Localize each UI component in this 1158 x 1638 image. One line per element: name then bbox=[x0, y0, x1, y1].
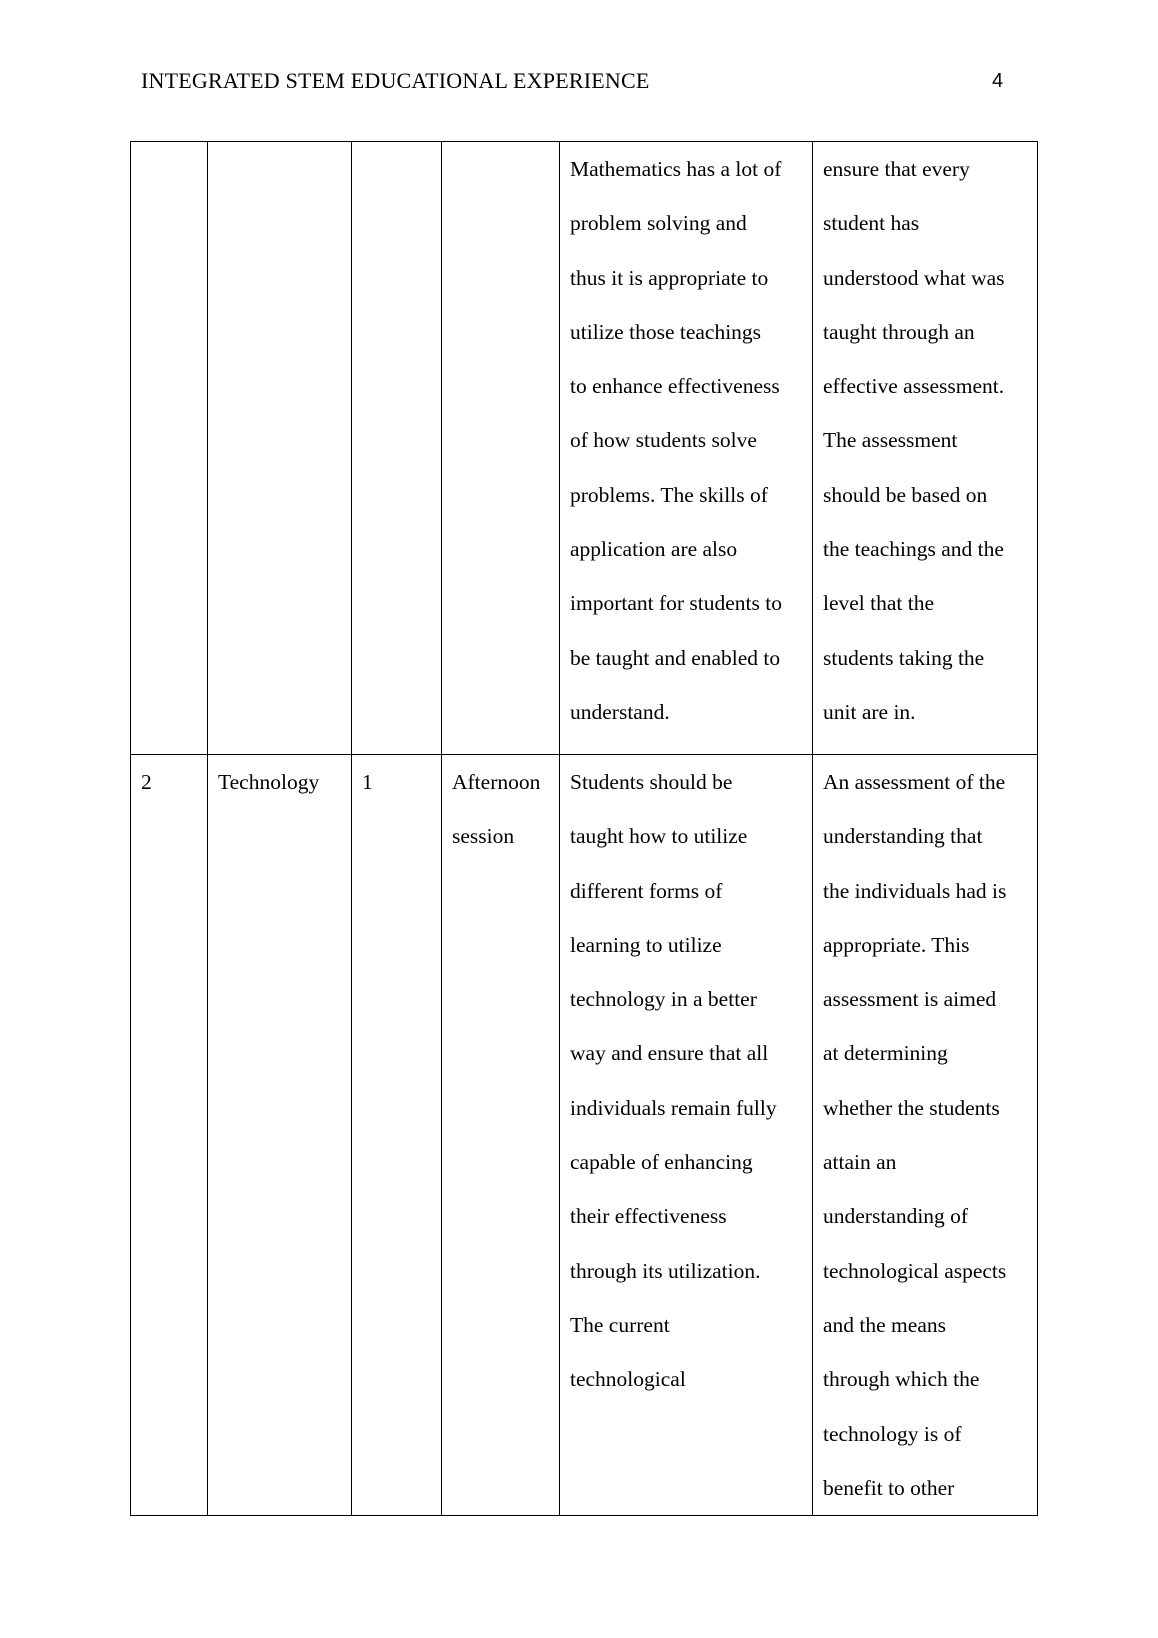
assessment-line: effective assessment. bbox=[823, 374, 1005, 399]
assessment-line: understanding that bbox=[823, 824, 983, 849]
session-line: session bbox=[452, 824, 515, 849]
subject-cell bbox=[208, 142, 352, 755]
assessment-line: level that the bbox=[823, 591, 935, 616]
assessment-line: whether the students bbox=[823, 1095, 1000, 1120]
assessment-line: attain an bbox=[823, 1150, 897, 1175]
assessment-line: understanding of bbox=[823, 1204, 969, 1229]
number-cell: 2 bbox=[131, 755, 208, 1516]
assessment-line: and the means bbox=[823, 1312, 946, 1337]
activity-line: utilize those teachings bbox=[570, 319, 762, 344]
activity-line: application are also bbox=[570, 537, 738, 562]
activity-line: important for students to bbox=[570, 591, 782, 616]
assessment-cell bbox=[813, 755, 1038, 1516]
session-cell bbox=[442, 142, 560, 755]
activity-line: way and ensure that all bbox=[570, 1041, 769, 1066]
activity-line: learning to utilize bbox=[570, 932, 722, 957]
page-number: 4 bbox=[992, 70, 1004, 92]
day-cell: 1 bbox=[352, 755, 442, 1516]
assessment-line: should be based on bbox=[823, 482, 988, 507]
assessment-line: technological aspects bbox=[823, 1258, 1007, 1283]
assessment-line: appropriate. This bbox=[823, 932, 970, 957]
assessment-line: The assessment bbox=[823, 428, 958, 453]
assessment-line: understood what was bbox=[823, 265, 1005, 290]
day-cell bbox=[352, 142, 442, 755]
activity-line: technological bbox=[570, 1367, 686, 1392]
activity-line: individuals remain fully bbox=[570, 1095, 777, 1120]
activity-line: to enhance effectiveness bbox=[570, 374, 780, 399]
table-row bbox=[131, 755, 1038, 1516]
activity-line: problem solving and bbox=[570, 211, 747, 236]
activity-line: different forms of bbox=[570, 878, 723, 903]
assessment-line: at determining bbox=[823, 1041, 948, 1066]
assessment-line: ensure that every bbox=[823, 157, 970, 181]
number-cell bbox=[131, 142, 208, 755]
table-row bbox=[131, 142, 1038, 755]
activity-cell bbox=[560, 142, 813, 755]
assessment-line: taught through an bbox=[823, 319, 975, 344]
session-line: Afternoon bbox=[452, 770, 541, 794]
assessment-line: students taking the bbox=[823, 645, 985, 670]
activity-line: problems. The skills of bbox=[570, 482, 768, 507]
assessment-line: An assessment of the bbox=[823, 770, 1006, 794]
assessment-line: the individuals had is bbox=[823, 878, 1007, 903]
activity-line: capable of enhancing bbox=[570, 1150, 753, 1175]
assessment-line: technology is of bbox=[823, 1421, 962, 1446]
session-cell bbox=[442, 755, 560, 1516]
assessment-line: the teachings and the bbox=[823, 537, 1004, 562]
activity-line: Mathematics has a lot of bbox=[570, 157, 782, 181]
activity-line: thus it is appropriate to bbox=[570, 265, 769, 290]
activity-line: understand. bbox=[570, 699, 670, 724]
assessment-line: assessment is aimed bbox=[823, 987, 997, 1012]
activity-line: their effectiveness bbox=[570, 1204, 727, 1229]
activity-line: The current bbox=[570, 1312, 670, 1337]
activity-line: Students should be bbox=[570, 770, 733, 794]
subject-cell: Technology bbox=[208, 755, 352, 1516]
activity-cell bbox=[560, 755, 813, 1516]
activity-line: taught how to utilize bbox=[570, 824, 748, 849]
lesson-plan-table bbox=[130, 141, 1038, 1516]
assessment-line: unit are in. bbox=[823, 699, 916, 724]
activity-line: of how students solve bbox=[570, 428, 757, 453]
activity-line: be taught and enabled to bbox=[570, 645, 781, 670]
assessment-line: student has bbox=[823, 211, 920, 236]
activity-line: technology in a better bbox=[570, 987, 757, 1012]
assessment-line: through which the bbox=[823, 1367, 980, 1392]
assessment-line: benefit to other bbox=[823, 1475, 955, 1500]
activity-line: through its utilization. bbox=[570, 1258, 761, 1283]
running-head: INTEGRATED STEM EDUCATIONAL EXPERIENCE bbox=[141, 68, 650, 93]
assessment-cell bbox=[813, 142, 1038, 755]
